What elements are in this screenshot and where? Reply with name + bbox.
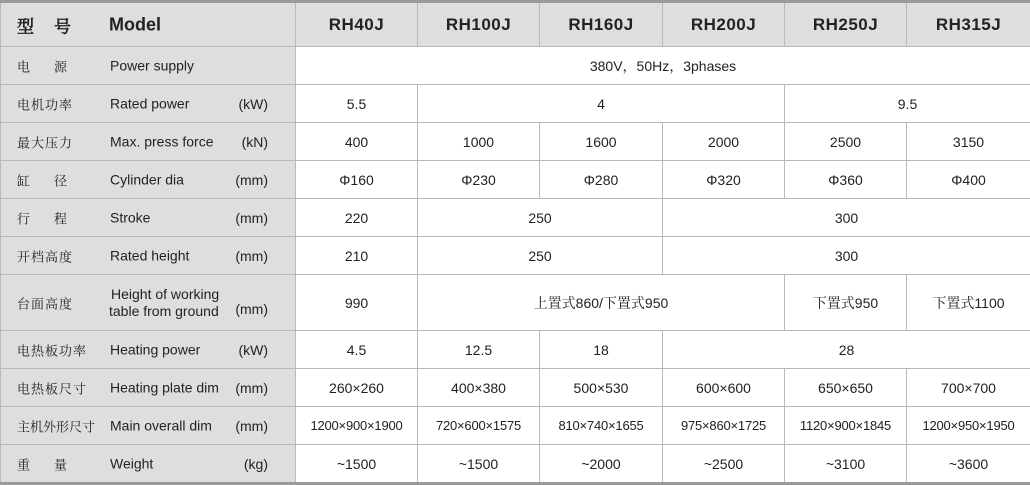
param-label-en: Stroke xyxy=(110,209,150,226)
value-cell: ~3100 xyxy=(785,445,907,484)
value-cell: 3150 xyxy=(907,123,1030,161)
value-cell: 4.5 xyxy=(296,331,418,369)
param-label-en-line2: table from ground xyxy=(109,303,219,320)
param-unit: (kW) xyxy=(238,342,268,358)
value-cell: 250 xyxy=(418,237,663,275)
value-cell: 上置式860/下置式950 xyxy=(418,275,785,331)
param-label-cell xyxy=(1,161,296,199)
value-cell: 300 xyxy=(663,199,1030,237)
value-cell: 250 xyxy=(418,199,663,237)
value-cell: 2500 xyxy=(785,123,907,161)
param-label-cell xyxy=(1,199,296,237)
value-cell: 12.5 xyxy=(418,331,540,369)
value-cell: 4 xyxy=(418,85,785,123)
table-row xyxy=(1,275,1030,331)
value-cell: 400 xyxy=(296,123,418,161)
value-cell: 300 xyxy=(663,237,1030,275)
value-cell: ~2000 xyxy=(540,445,663,484)
model-header: RH200J xyxy=(663,2,785,47)
value-cell: 810×740×1655 xyxy=(540,407,663,445)
param-label-cell xyxy=(1,369,296,407)
header-label-cell xyxy=(1,2,296,47)
value-cell: 1120×900×1845 xyxy=(785,407,907,445)
header-row xyxy=(1,2,1030,47)
value-cell: ~3600 xyxy=(907,445,1030,484)
param-label-cn: 重量 xyxy=(17,454,91,473)
value-cell: 5.5 xyxy=(296,85,418,123)
param-unit: (mm) xyxy=(235,172,268,188)
param-unit: (mm) xyxy=(235,248,268,264)
param-label-en xyxy=(109,286,219,320)
table-row xyxy=(1,407,1030,445)
param-unit: (mm) xyxy=(235,380,268,396)
param-label-en: Power supply xyxy=(110,57,194,74)
table-row xyxy=(1,123,1030,161)
param-unit: (mm) xyxy=(235,418,268,434)
model-header: RH40J xyxy=(296,2,418,47)
param-label-cell xyxy=(1,47,296,85)
param-label-cn: 电机功率 xyxy=(17,94,73,113)
model-header: RH100J xyxy=(418,2,540,47)
param-unit: (kg) xyxy=(244,456,268,472)
value-cell: 210 xyxy=(296,237,418,275)
table-row xyxy=(1,331,1030,369)
value-cell: 975×860×1725 xyxy=(663,407,785,445)
param-label-en: Rated power xyxy=(110,95,189,112)
value-cell: 990 xyxy=(296,275,418,331)
param-label-cn: 电热板尺寸 xyxy=(17,378,87,397)
param-label-en-line1: Height of working xyxy=(109,286,219,303)
header-label-en: Model xyxy=(109,16,161,33)
param-label-cell xyxy=(1,445,296,484)
table-row xyxy=(1,85,1030,123)
value-cell: 18 xyxy=(540,331,663,369)
value-cell: 2000 xyxy=(663,123,785,161)
value-cell: 720×600×1575 xyxy=(418,407,540,445)
model-header: RH315J xyxy=(907,2,1030,47)
value-cell: ~1500 xyxy=(418,445,540,484)
param-unit: (kW) xyxy=(238,96,268,112)
value-cell: Φ160 xyxy=(296,161,418,199)
param-label-cell xyxy=(1,331,296,369)
value-cell: 1600 xyxy=(540,123,663,161)
param-unit: (mm) xyxy=(235,301,268,317)
value-cell: ~2500 xyxy=(663,445,785,484)
table-row xyxy=(1,199,1030,237)
value-cell: 600×600 xyxy=(663,369,785,407)
param-unit: (mm) xyxy=(235,210,268,226)
value-cell: 380V，50Hz，3phases xyxy=(296,47,1030,85)
param-label-cell xyxy=(1,85,296,123)
table-row xyxy=(1,237,1030,275)
value-cell: Φ230 xyxy=(418,161,540,199)
param-label-en: Heating plate dim xyxy=(110,379,219,396)
param-label-en: Main overall dim xyxy=(110,417,212,434)
value-cell: 500×530 xyxy=(540,369,663,407)
param-label-en: Cylinder dia xyxy=(110,171,184,188)
model-header: RH250J xyxy=(785,2,907,47)
table-row xyxy=(1,47,1030,85)
header-label-cn: 型号 xyxy=(17,12,91,37)
value-cell: 下置式950 xyxy=(785,275,907,331)
value-cell: 400×380 xyxy=(418,369,540,407)
param-label-cn: 电热板功率 xyxy=(17,340,87,359)
param-label-cell xyxy=(1,275,296,331)
table-row xyxy=(1,445,1030,484)
value-cell: 700×700 xyxy=(907,369,1030,407)
param-label-cn: 电源 xyxy=(17,56,91,75)
param-label-cn: 开档高度 xyxy=(17,246,73,265)
param-label-cn: 行程 xyxy=(17,208,91,227)
param-label-en: Weight xyxy=(110,455,153,472)
param-label-en: Max. press force xyxy=(110,133,213,150)
value-cell: Φ280 xyxy=(540,161,663,199)
value-cell: 下置式1100 xyxy=(907,275,1030,331)
param-label-en: Rated height xyxy=(110,247,189,264)
table-row xyxy=(1,161,1030,199)
param-label-en: Heating power xyxy=(110,341,200,358)
value-cell: 650×650 xyxy=(785,369,907,407)
model-header: RH160J xyxy=(540,2,663,47)
value-cell: 260×260 xyxy=(296,369,418,407)
param-label-cn: 最大压力 xyxy=(17,132,73,151)
param-label-cell xyxy=(1,407,296,445)
value-cell: 1000 xyxy=(418,123,540,161)
value-cell: 1200×900×1900 xyxy=(296,407,418,445)
param-label-cell xyxy=(1,123,296,161)
table-row xyxy=(1,369,1030,407)
value-cell: ~1500 xyxy=(296,445,418,484)
value-cell: 9.5 xyxy=(785,85,1030,123)
value-cell: 220 xyxy=(296,199,418,237)
param-unit: (kN) xyxy=(242,134,268,150)
param-label-cn: 主机外形尺寸 xyxy=(17,416,95,435)
param-label-cn: 台面高度 xyxy=(17,293,73,312)
param-label-cell xyxy=(1,237,296,275)
param-label-cn: 缸径 xyxy=(17,170,91,189)
value-cell: Φ320 xyxy=(663,161,785,199)
value-cell: Φ360 xyxy=(785,161,907,199)
value-cell: 1200×950×1950 xyxy=(907,407,1030,445)
value-cell: 28 xyxy=(663,331,1030,369)
value-cell: Φ400 xyxy=(907,161,1030,199)
